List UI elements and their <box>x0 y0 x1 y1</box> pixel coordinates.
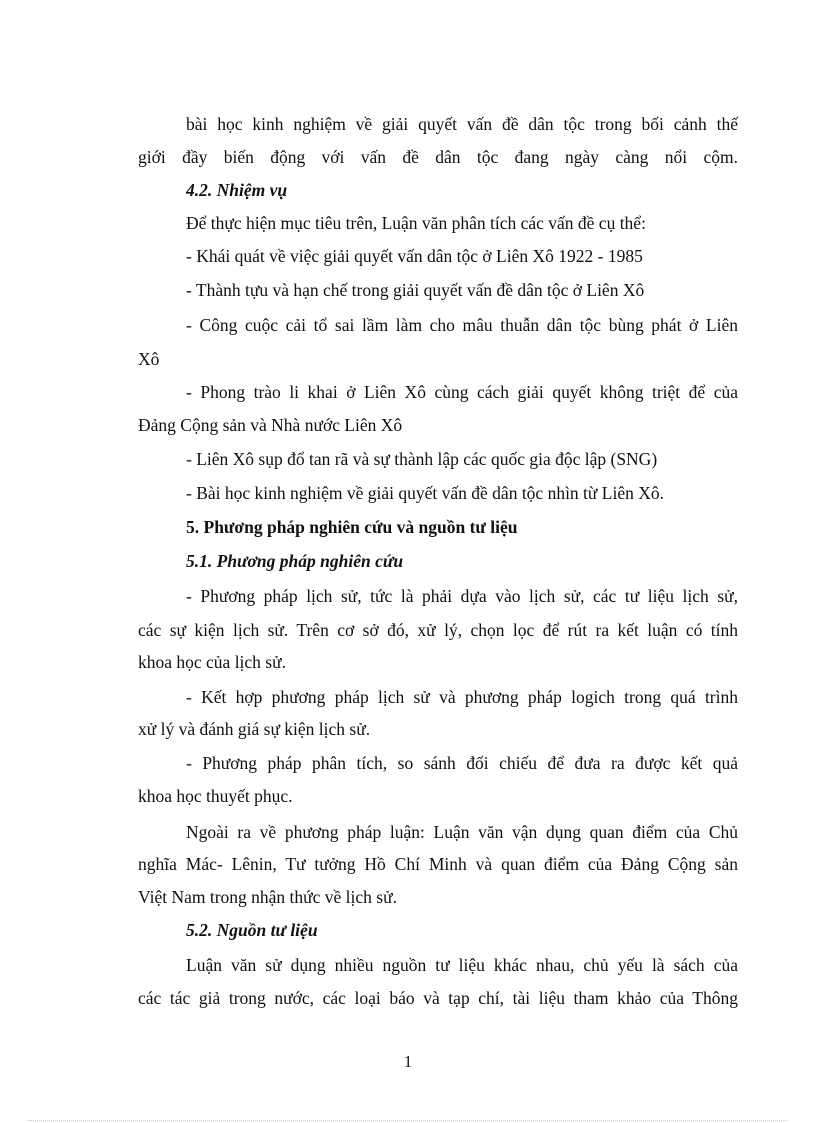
section-heading-4-2: 4.2. Nhiệm vụ <box>186 180 288 200</box>
page-bottom-divider <box>28 1120 788 1121</box>
text-line: khoa học của lịch sử. <box>138 652 286 672</box>
text-line: Việt Nam trong nhận thức về lịch sử. <box>138 887 397 907</box>
text-line: Ngoài ra về phương pháp luận: Luận văn vận dụng quan điểm của Chủ <box>186 822 738 842</box>
text-line: các tác giả trong nước, các loại báo và tạp chí, tài liệu tham khảo của Thông <box>138 988 738 1008</box>
list-item: - Công cuộc cải tổ sai lầm làm cho mâu thuẫn dân tộc bùng phát ở Liên <box>186 315 738 335</box>
text-line: bài học kinh nghiệm về giải quyết vấn đề dân tộc trong bối cảnh thế <box>186 114 738 134</box>
text-line: Để thực hiện mục tiêu trên, Luận văn phân tích các vấn đề cụ thể: <box>186 213 646 233</box>
list-item: - Thành tựu và hạn chế trong giải quyết vấn đề dân tộc ở Liên Xô <box>186 280 645 300</box>
list-item: - Khái quát về việc giải quyết vấn dân tộc ở Liên Xô 1922 - 1985 <box>186 246 643 266</box>
text-line: Xô <box>138 349 160 369</box>
text-line: xử lý và đánh giá sự kiện lịch sử. <box>138 719 371 739</box>
section-heading-5-2: 5.2. Nguồn tư liệu <box>186 920 318 940</box>
section-heading-5: 5. Phương pháp nghiên cứu và nguồn tư liệu <box>186 517 518 537</box>
text-line: khoa học thuyết phục. <box>138 786 293 806</box>
text-line: Luận văn sử dụng nhiều nguồn tư liệu khác nhau, chủ yếu là sách của <box>186 955 738 975</box>
text-line: Đảng Cộng sản và Nhà nước Liên Xô <box>138 415 403 435</box>
list-item: - Kết hợp phương pháp lịch sử và phương pháp logich trong quá trình <box>186 687 738 707</box>
list-item: - Bài học kinh nghiệm về giải quyết vấn đề dân tộc nhìn từ Liên Xô. <box>186 483 664 503</box>
page-number: 1 <box>403 1052 413 1071</box>
text-line: nghĩa Mác- Lênin, Tư tưởng Hồ Chí Minh và quan điểm của Đảng Cộng sản <box>138 854 738 874</box>
list-item: - Phong trào li khai ở Liên Xô cùng cách giải quyết không triệt để của <box>186 382 738 402</box>
text-line: giới đầy biến động với vấn đề dân tộc đang ngày càng nổi cộm. <box>138 147 738 167</box>
list-item: - Phương pháp lịch sử, tức là phải dựa vào lịch sử, các tư liệu lịch sử, <box>186 586 738 606</box>
text-line: các sự kiện lịch sử. Trên cơ sở đó, xử lý, chọn lọc để rút ra kết luận có tính <box>138 620 738 640</box>
list-item: - Phương pháp phân tích, so sánh đối chiếu để đưa ra được kết quả <box>186 753 738 773</box>
section-heading-5-1: 5.1. Phương pháp nghiên cứu <box>186 551 404 571</box>
list-item: - Liên Xô sụp đổ tan rã và sự thành lập các quốc gia độc lập (SNG) <box>186 449 658 469</box>
